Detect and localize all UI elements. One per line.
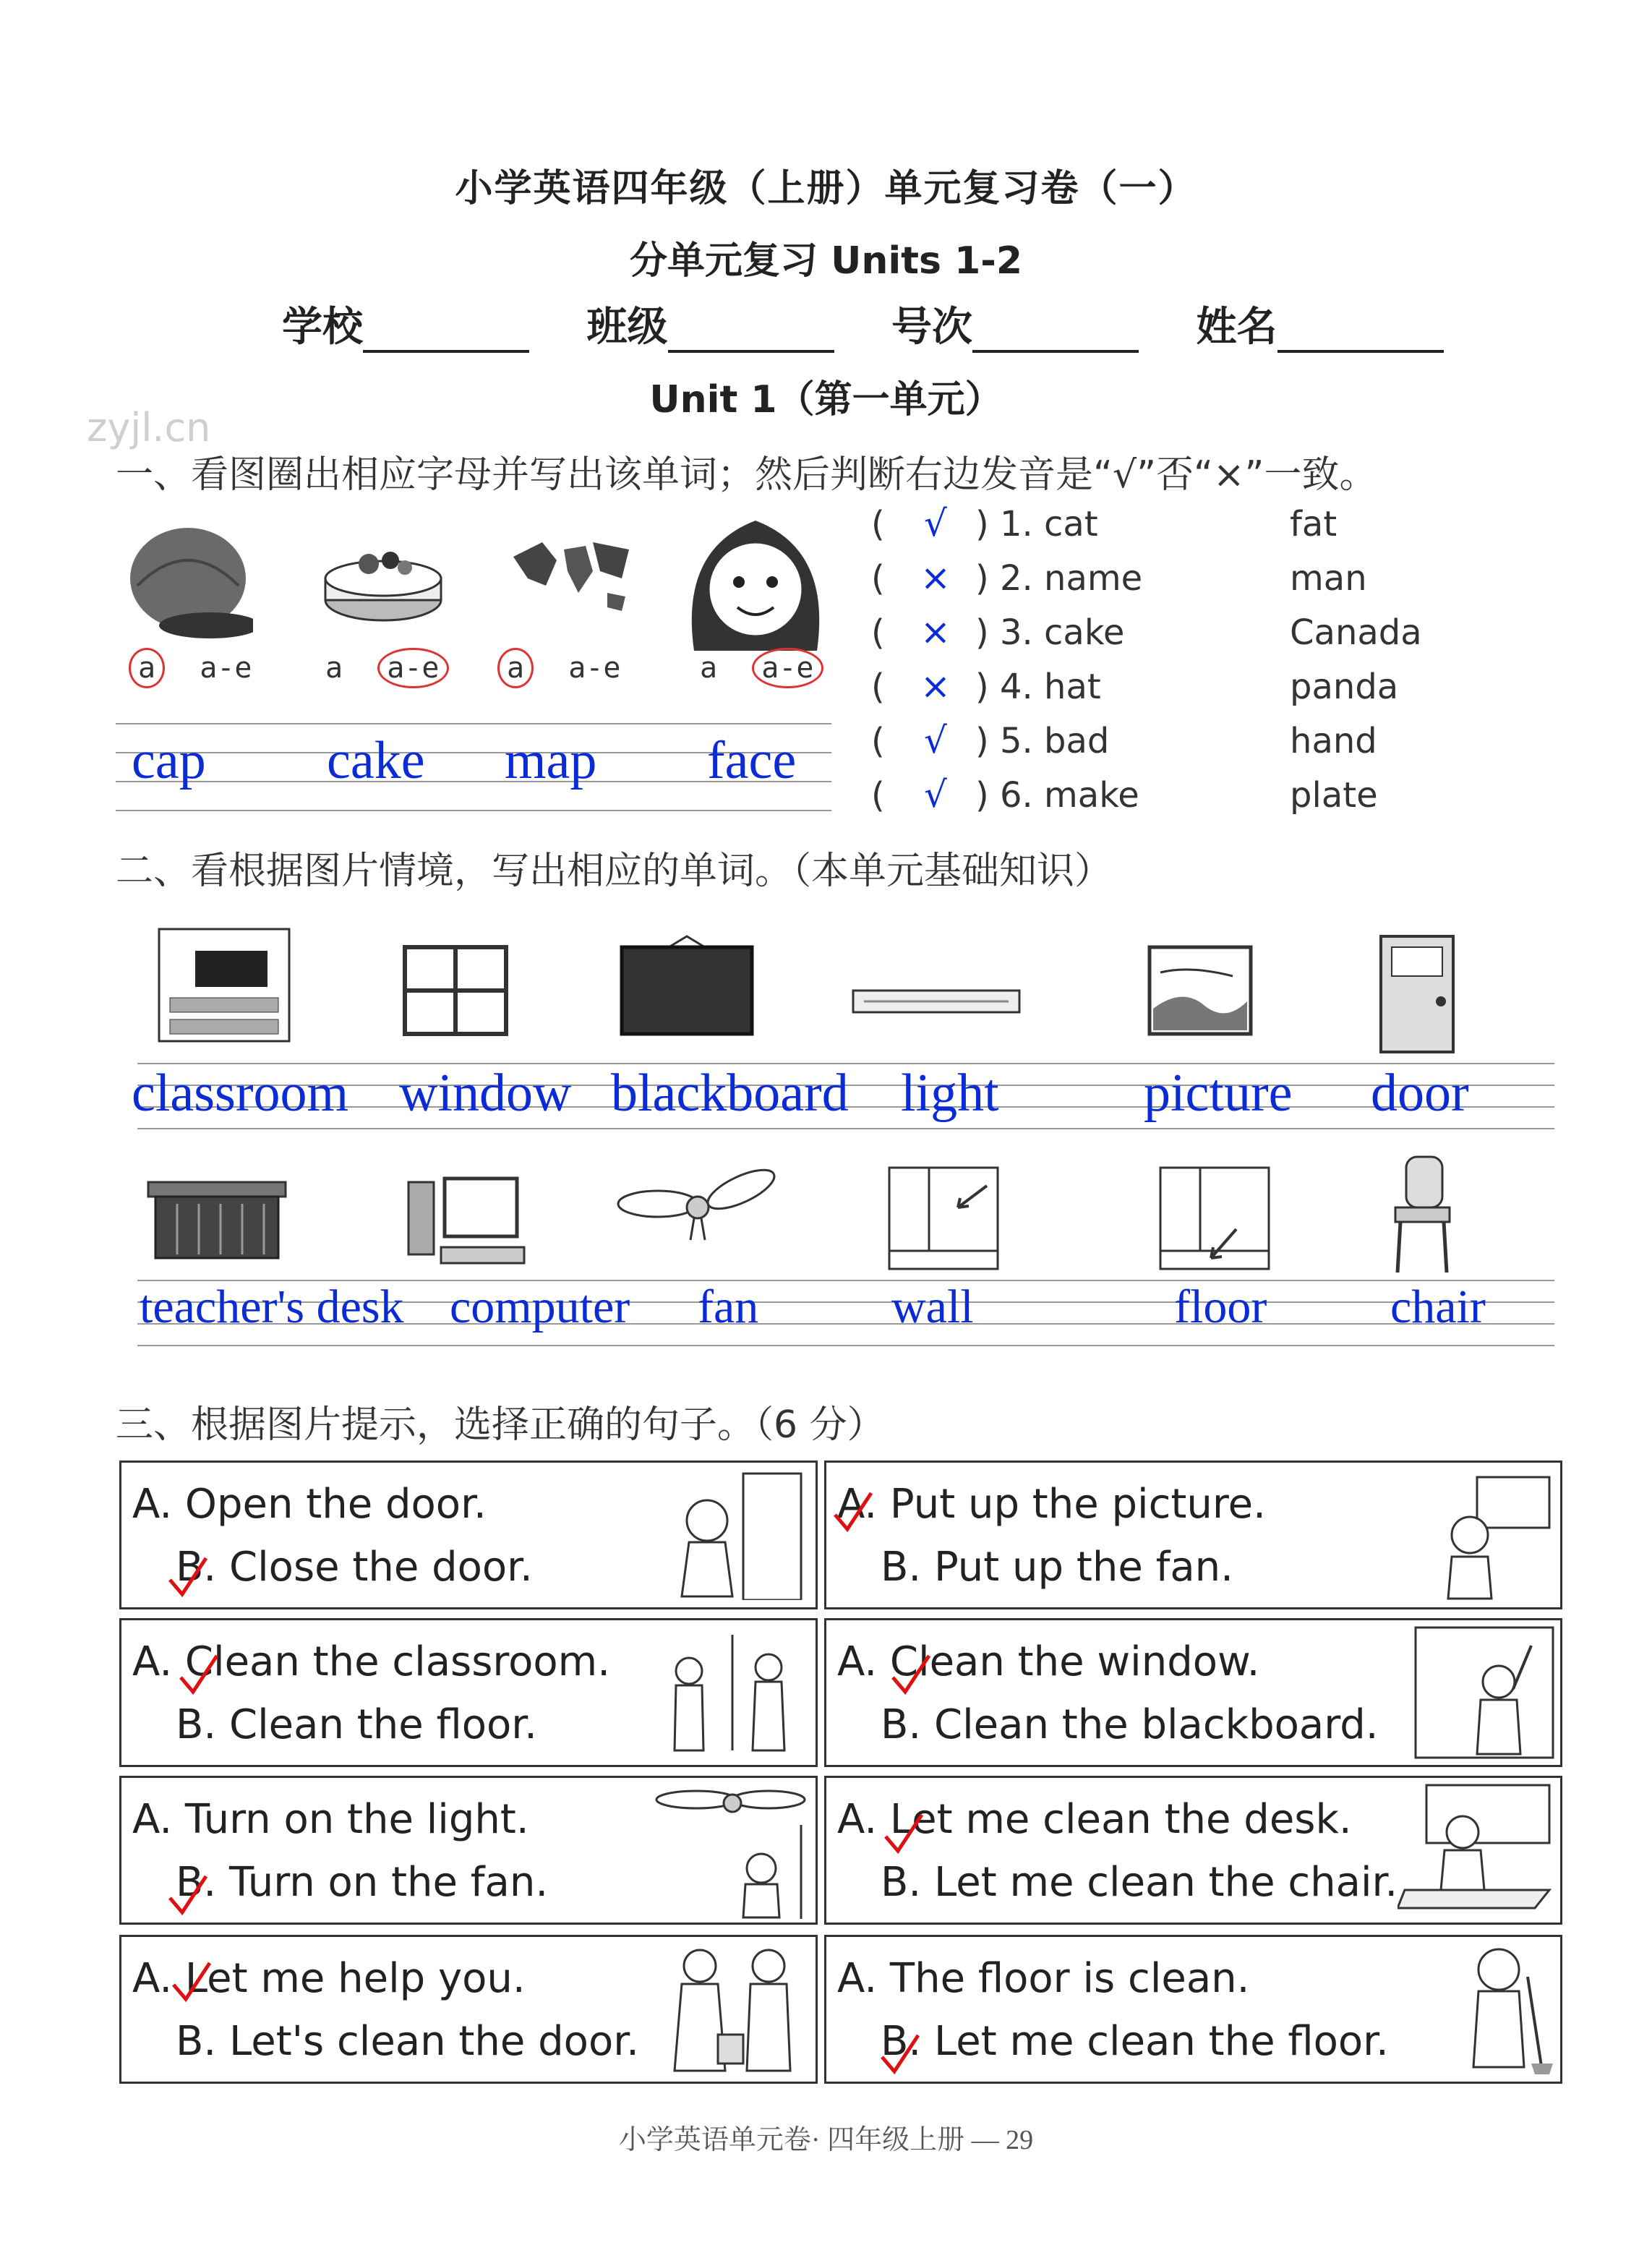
check-mark bbox=[882, 1811, 925, 1855]
option-b[interactable]: B. Put up the fan. bbox=[881, 1544, 1233, 1591]
judge-mark[interactable]: √ bbox=[924, 774, 947, 816]
answer-word: computer bbox=[450, 1280, 630, 1333]
judge-number: 5. bbox=[999, 721, 1033, 761]
question-box-3 bbox=[119, 1618, 818, 1767]
clean-classroom-illustration bbox=[660, 1628, 808, 1758]
option-a[interactable]: A. Open the door. bbox=[132, 1481, 487, 1528]
judge-word: make bbox=[1044, 775, 1139, 816]
class-label: 班级 bbox=[586, 304, 668, 351]
ruled-line bbox=[116, 810, 831, 811]
option-b[interactable]: B. Clean the floor. bbox=[176, 1701, 537, 1748]
judge-row: ( × ) 2. name man bbox=[871, 557, 1367, 599]
chair-picture bbox=[1384, 1153, 1457, 1276]
option-a[interactable]: A. Turn on the light. bbox=[132, 1796, 529, 1843]
picture-picture bbox=[1146, 944, 1254, 1038]
page-footer: 小学英语单元卷· 四年级上册 — 29 bbox=[618, 2125, 1034, 2155]
fan-picture bbox=[615, 1164, 781, 1244]
judge-compare: man bbox=[1290, 558, 1367, 599]
answer-word: picture bbox=[1144, 1064, 1293, 1123]
option-b[interactable]: B. Clean the blackboard. bbox=[881, 1701, 1379, 1748]
classroom-picture bbox=[155, 925, 293, 1045]
teachers-desk-picture bbox=[145, 1175, 289, 1262]
option-a[interactable]: A. Clean the window. bbox=[837, 1638, 1260, 1685]
option-a-e[interactable]: a-e bbox=[568, 651, 621, 685]
judge-word: name bbox=[1044, 558, 1143, 599]
student-info-row bbox=[282, 295, 1487, 353]
ruled-line bbox=[137, 1128, 1554, 1129]
option-a-circled[interactable]: a bbox=[497, 648, 534, 688]
option-a[interactable]: a bbox=[325, 651, 343, 685]
judge-compare: panda bbox=[1290, 667, 1399, 707]
option-a-e-circled[interactable]: a-e bbox=[752, 648, 823, 688]
unit-title: Unit 1（第一单元） bbox=[649, 378, 1003, 422]
judge-mark[interactable]: √ bbox=[924, 719, 947, 761]
number-blank[interactable] bbox=[972, 309, 1139, 353]
ruled-line bbox=[116, 723, 831, 724]
options-cap bbox=[129, 648, 252, 688]
judge-compare: Canada bbox=[1290, 612, 1422, 653]
judge-number: 1. bbox=[999, 504, 1033, 544]
light-picture bbox=[849, 983, 1023, 1019]
check-mark bbox=[170, 1959, 213, 2003]
judge-compare: hand bbox=[1290, 721, 1377, 761]
judge-mark[interactable]: × bbox=[920, 611, 951, 653]
judge-word: cake bbox=[1044, 612, 1125, 653]
answer-word: cap bbox=[132, 731, 206, 790]
answer-word: blackboard bbox=[611, 1064, 849, 1123]
option-b[interactable]: B. Close the door. bbox=[176, 1544, 533, 1591]
clean-desk-illustration bbox=[1398, 1782, 1557, 1919]
check-mark bbox=[831, 1489, 875, 1533]
question-box-7 bbox=[119, 1935, 818, 2084]
section3-heading: 三、根据图片提示，选择正确的句子。（6 分） bbox=[116, 1403, 885, 1447]
answer-word: light bbox=[901, 1064, 999, 1123]
name-label: 姓名 bbox=[1196, 304, 1277, 351]
judge-mark[interactable]: × bbox=[920, 665, 951, 707]
answer-word: map bbox=[505, 731, 597, 790]
answer-word: chair bbox=[1390, 1280, 1486, 1333]
question-box-2 bbox=[824, 1461, 1562, 1609]
answer-word: floor bbox=[1174, 1280, 1267, 1333]
number-label: 号次 bbox=[891, 304, 972, 351]
ruled-line bbox=[137, 1345, 1554, 1346]
option-b[interactable]: B. Let me clean the chair. bbox=[881, 1859, 1398, 1906]
options-cake bbox=[325, 648, 449, 688]
floor-picture bbox=[1157, 1164, 1272, 1273]
answer-word: window bbox=[399, 1064, 572, 1123]
clean-window-illustration bbox=[1412, 1624, 1557, 1761]
options-map bbox=[497, 648, 621, 688]
page-subtitle: 分单元复习 Units 1-2 bbox=[629, 239, 1023, 283]
option-a[interactable]: A. The floor is clean. bbox=[837, 1955, 1250, 2002]
answer-word: classroom bbox=[132, 1064, 349, 1123]
door-picture bbox=[1377, 933, 1457, 1056]
option-a[interactable]: a bbox=[700, 651, 718, 685]
judge-row: ( × ) 4. hat panda bbox=[871, 665, 1399, 707]
girl-face-picture bbox=[680, 506, 831, 658]
judge-row: ( √ ) 5. bad hand bbox=[871, 719, 1377, 761]
option-a[interactable]: A. Clean the classroom. bbox=[132, 1638, 611, 1685]
question-box-8 bbox=[824, 1935, 1562, 2084]
judge-row: ( √ ) 1. cat fat bbox=[871, 503, 1338, 544]
section1-heading: 一、看图圈出相应字母并写出该单词；然后判断右边发音是“√”否“×”一致。 bbox=[116, 453, 1377, 497]
judge-compare: fat bbox=[1290, 504, 1338, 544]
turn-on-fan-illustration bbox=[653, 1782, 808, 1919]
option-a-e-circled[interactable]: a-e bbox=[377, 648, 448, 688]
judge-number: 4. bbox=[999, 667, 1033, 707]
wall-picture bbox=[886, 1164, 1001, 1273]
put-up-picture-illustration bbox=[1434, 1470, 1557, 1600]
judge-row: ( × ) 3. cake Canada bbox=[871, 611, 1422, 653]
check-mark bbox=[177, 1652, 221, 1695]
blackboard-picture bbox=[618, 933, 756, 1041]
judge-mark[interactable]: × bbox=[920, 557, 951, 599]
page-title: 小学英语四年级（上册）单元复习卷（一） bbox=[455, 167, 1197, 210]
answer-word: fan bbox=[698, 1280, 759, 1333]
options-face bbox=[700, 648, 823, 688]
option-a-circled[interactable]: a bbox=[129, 648, 165, 688]
open-door-illustration bbox=[671, 1470, 808, 1600]
option-a[interactable]: A. Let me help you. bbox=[132, 1955, 526, 2002]
judge-mark[interactable]: √ bbox=[924, 503, 947, 544]
judge-number: 2. bbox=[999, 558, 1033, 599]
option-b[interactable]: B. Let's clean the door. bbox=[176, 2018, 639, 2065]
school-blank[interactable] bbox=[363, 309, 529, 353]
answer-word: cake bbox=[327, 731, 425, 790]
check-mark bbox=[166, 1554, 210, 1598]
school-label: 学校 bbox=[282, 304, 363, 351]
option-b[interactable]: B. Let me clean the floor. bbox=[881, 2018, 1389, 2065]
answer-word: wall bbox=[891, 1280, 974, 1333]
judge-number: 6. bbox=[999, 775, 1033, 816]
question-box-4 bbox=[824, 1618, 1562, 1767]
name-blank[interactable] bbox=[1277, 309, 1444, 353]
judge-word: cat bbox=[1044, 504, 1098, 544]
question-box-1 bbox=[119, 1461, 818, 1609]
judge-number: 3. bbox=[999, 612, 1033, 653]
option-a[interactable]: A. Let me clean the desk. bbox=[837, 1796, 1352, 1843]
check-mark bbox=[166, 1873, 210, 1916]
clean-floor-illustration bbox=[1455, 1941, 1557, 2078]
judge-word: hat bbox=[1044, 667, 1101, 707]
watermark: zyjl.cn bbox=[87, 405, 211, 450]
judge-row: ( √ ) 6. make plate bbox=[871, 774, 1378, 816]
judge-word: bad bbox=[1044, 721, 1110, 761]
cap-picture bbox=[123, 506, 253, 651]
class-blank[interactable] bbox=[668, 309, 834, 353]
option-b[interactable]: B. Turn on the fan. bbox=[176, 1859, 549, 1906]
map-picture bbox=[506, 528, 636, 622]
cake-picture bbox=[318, 521, 448, 636]
question-box-6 bbox=[824, 1776, 1562, 1925]
check-mark bbox=[889, 1652, 933, 1695]
option-a-e[interactable]: a-e bbox=[200, 651, 252, 685]
computer-picture bbox=[405, 1175, 528, 1269]
answer-word: teacher's desk bbox=[140, 1280, 404, 1333]
section2-heading: 二、看根据图片情境，写出相应的单词。（本单元基础知识） bbox=[116, 850, 1113, 893]
judge-compare: plate bbox=[1290, 775, 1378, 816]
answer-word: door bbox=[1371, 1064, 1469, 1123]
question-box-5 bbox=[119, 1776, 818, 1925]
window-picture bbox=[401, 944, 510, 1038]
help-you-illustration bbox=[660, 1941, 808, 2078]
check-mark bbox=[878, 2032, 922, 2075]
answer-word: face bbox=[707, 731, 797, 790]
option-a[interactable]: A. Put up the picture. bbox=[837, 1481, 1266, 1528]
